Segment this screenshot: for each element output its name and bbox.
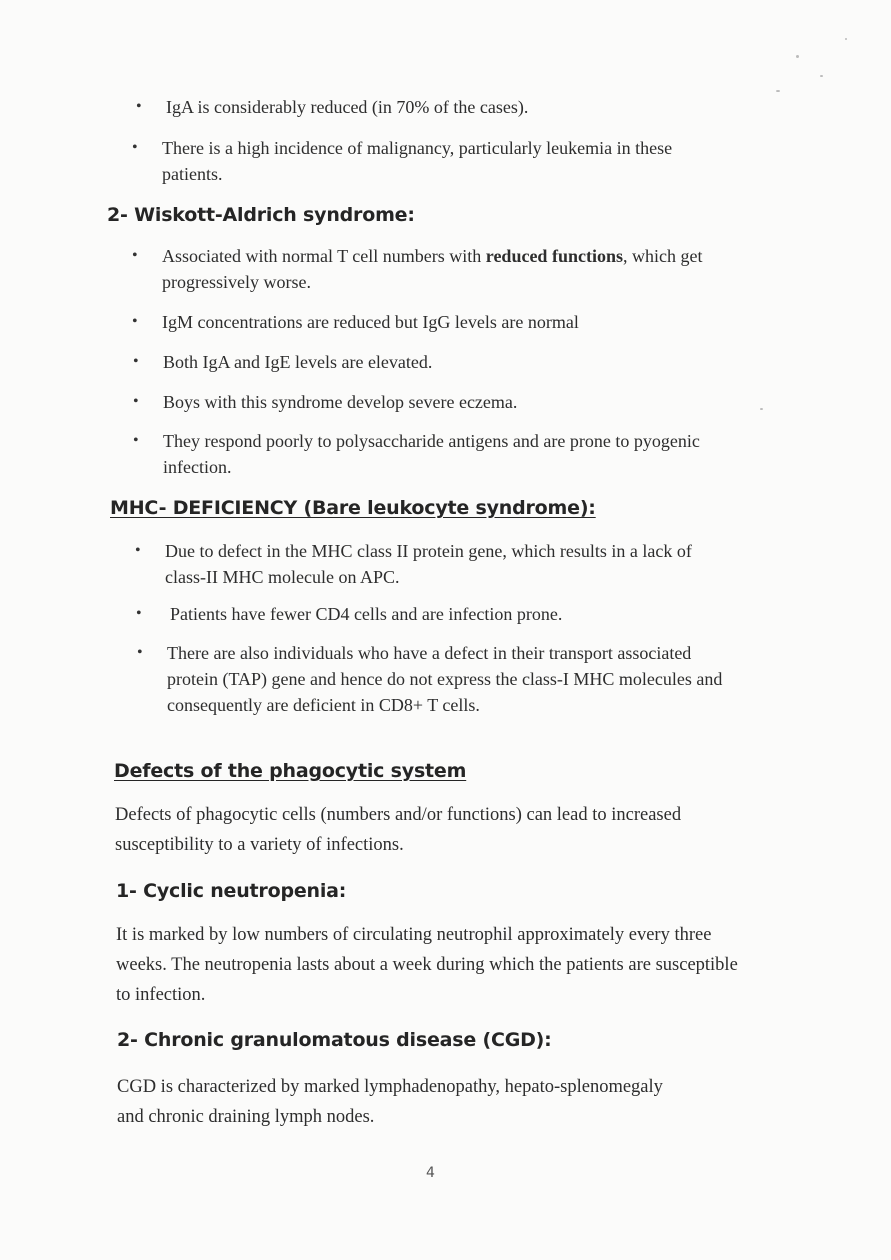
bullet-text: IgM concentrations are reduced but IgG levels are normal — [162, 312, 579, 332]
bullet-icon: • — [133, 353, 139, 370]
section-heading-wiskott: 2- Wiskott-Aldrich syndrome: — [107, 204, 415, 226]
section-heading-cyclic: 1- Cyclic neutropenia: — [116, 880, 347, 902]
scan-speck — [776, 90, 780, 92]
bullet-bold-text: reduced functions — [485, 246, 623, 266]
section-heading-phagocytic: Defects of the phagocytic system — [114, 760, 467, 782]
paragraph-cgd: CGD is characterized by marked lymphadenopathy, hepato-splenomegaly and chronic draining lymph nodes. — [117, 1077, 663, 1127]
bullet-text: Both IgA and IgE levels are elevated. — [163, 352, 433, 372]
scan-speck — [760, 408, 763, 410]
bullet-icon: • — [137, 644, 143, 661]
list-item — [133, 389, 733, 415]
list-item — [133, 349, 733, 375]
bullet-text: , which get progressively worse. — [162, 246, 703, 292]
list-item — [132, 243, 732, 295]
bullet-icon: • — [133, 432, 139, 449]
bullet-icon: • — [133, 393, 139, 410]
bullet-icon: • — [135, 542, 141, 559]
bullet-icon: • — [132, 313, 138, 330]
bullet-icon: • — [132, 247, 138, 264]
bullet-text: They respond poorly to polysaccharide antigens and are prone to pyogenic infection. — [163, 431, 700, 477]
bullet-icon: • — [136, 98, 142, 115]
section-heading-cgd: 2- Chronic granulomatous disease (CGD): — [117, 1029, 552, 1051]
paragraph-phagocytic: Defects of phagocytic cells (numbers and/or functions) can lead to increased susceptibility to a variety of infections. — [115, 805, 682, 855]
scan-speck — [820, 75, 823, 77]
section-heading-mhc: MHC- DEFICIENCY (Bare leukocyte syndrome): — [110, 497, 596, 519]
list-item — [136, 601, 740, 627]
scan-speck — [845, 38, 847, 40]
list-item — [135, 538, 737, 590]
bullet-text: Patients have fewer CD4 cells and are infection prone. — [170, 604, 563, 624]
bullet-text: Associated with normal T cell numbers with — [162, 246, 486, 266]
bullet-text: IgA is considerably reduced (in 70% of the cases). — [166, 97, 529, 117]
list-item — [133, 428, 738, 480]
bullet-text: Boys with this syndrome develop severe eczema. — [163, 392, 518, 412]
bullet-text: Due to defect in the MHC class II protein gene, which results in a lack of class-II MHC molecule on APC. — [165, 541, 692, 587]
paragraph-cyclic: It is marked by low numbers of circulating neutrophil approximately every three weeks. The neutropenia lasts about a week during which the patients are susceptible to infection. — [116, 925, 738, 1005]
bullet-icon: • — [136, 605, 142, 622]
list-item — [137, 640, 735, 718]
list-item — [136, 94, 726, 120]
bullet-icon: • — [132, 139, 138, 156]
scan-speck — [796, 55, 799, 58]
list-item — [132, 309, 732, 335]
bullet-text: There is a high incidence of malignancy, particularly leukemia in these patients. — [162, 138, 673, 184]
list-item — [132, 135, 727, 187]
page-number: 4 — [426, 1165, 435, 1181]
bullet-text: There are also individuals who have a defect in their transport associated protein (TAP) gene and hence do not express the class-I MHC molecules and consequently are deficient in CD8+ T cells. — [167, 643, 723, 715]
